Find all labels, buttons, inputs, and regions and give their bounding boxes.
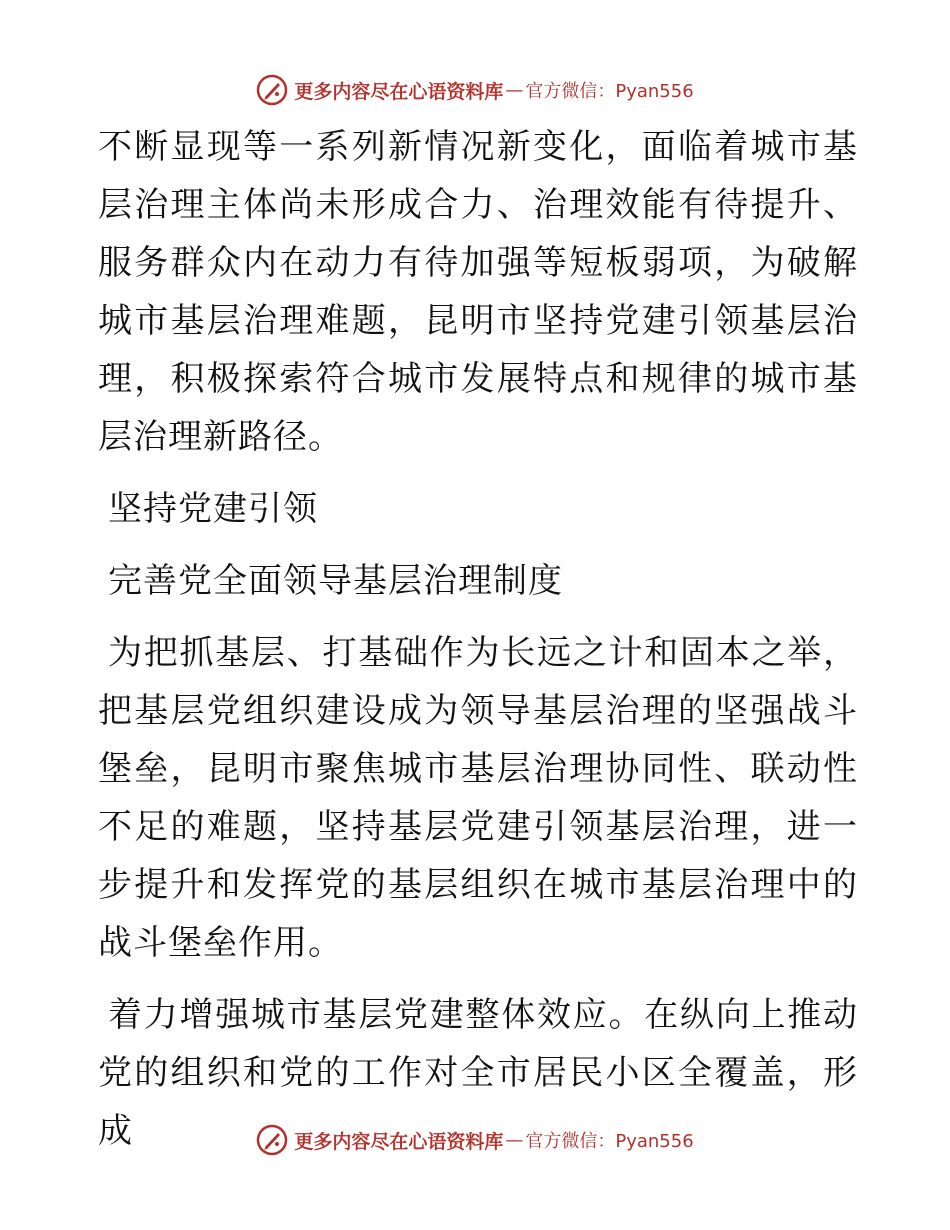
- banner-dash: —: [505, 1129, 524, 1151]
- subsection-heading: 完善党全面领导基层治理制度: [108, 561, 563, 601]
- footer-watermark-banner: [0, 1120, 950, 1160]
- paragraph-1: 不断显现等一系列新情况新变化，面临着城市基层治理主体尚未形成合力、治理效能有待提升、服务群众内在动力有待加强等短板弱项，为破解城市基层治理难题，昆明市坚持党建引领基层治理，积极探索符合城市发展特点和规律的城市基层治理新路径。: [98, 127, 858, 457]
- banner-wechat-text: 官方微信：Pyan556: [525, 81, 694, 102]
- paragraph-2: 为把抓基层、打基础作为长远之计和固本之举，把基层党组织建设成为领导基层治理的坚强战斗堡垒，昆明市聚焦城市基层治理协同性、联动性不足的难题，坚持基层党建引领基层治理，进一步提升和发挥党的基层组织在城市基层治理中的战斗堡垒作用。: [98, 633, 858, 963]
- quill-logo-icon: [256, 1124, 288, 1156]
- header-watermark-banner: [0, 70, 950, 110]
- banner-main-text: 更多内容尽在心语资料库: [294, 1130, 504, 1153]
- banner-dash: —: [505, 79, 524, 101]
- banner-wechat-text: 官方微信：Pyan556: [525, 1131, 694, 1152]
- section-heading: 坚持党建引领: [108, 489, 318, 529]
- paragraph-3: 着力增强城市基层党建整体效应。在纵向上推动党的组织和党的工作对全市居民小区全覆盖，形成: [98, 995, 858, 1151]
- document-body: [98, 118, 858, 1160]
- quill-logo-icon: [256, 74, 288, 106]
- banner-main-text: 更多内容尽在心语资料库: [294, 80, 504, 103]
